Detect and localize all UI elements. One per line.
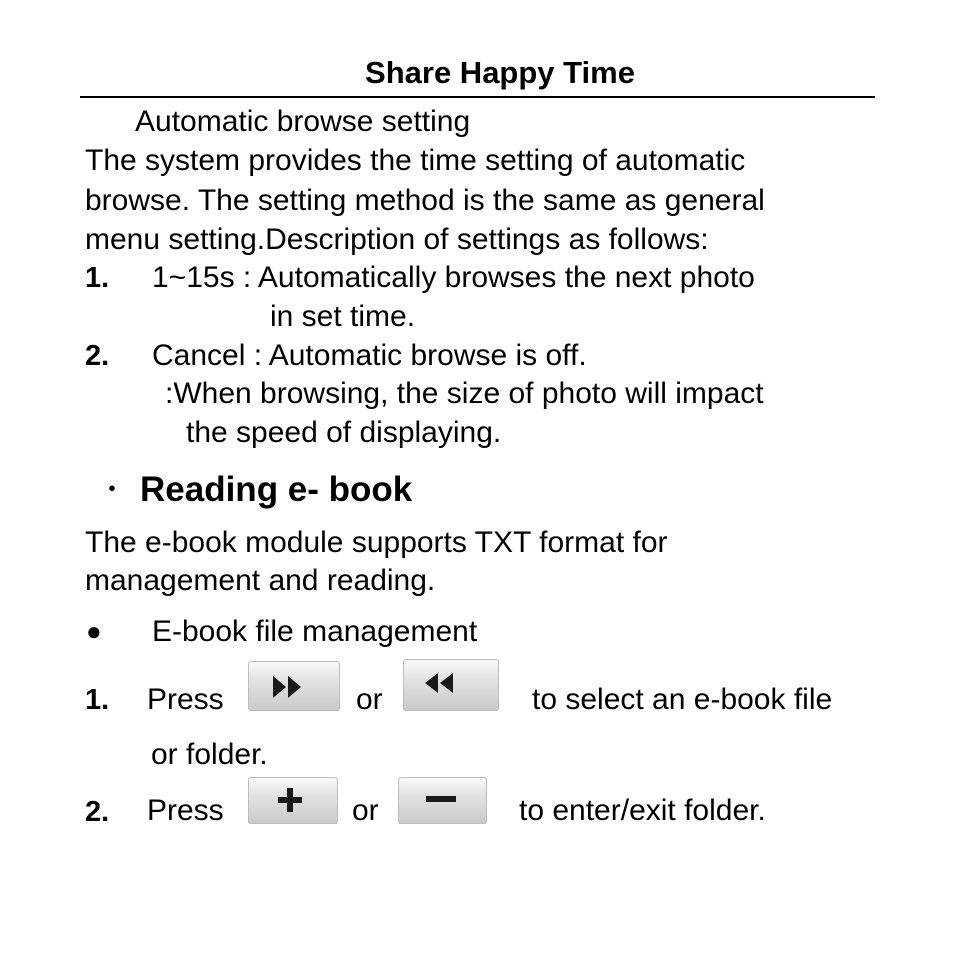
- fast-forward-button: [248, 661, 340, 711]
- minus-button: [398, 777, 487, 824]
- step-1-tail-cont: or folder.: [151, 738, 268, 771]
- auto-browse-item-1-cont: in set time.: [270, 300, 416, 333]
- auto-browse-intro-line-1: The system provides the time setting of automatic: [85, 144, 746, 177]
- auto-browse-item-1: 1~15s : Automatically browses the next photo: [152, 261, 755, 294]
- sub-bullet: ●: [86, 616, 102, 646]
- list-number: 1.: [85, 684, 110, 716]
- subsection-ebook-file-management: E-book file management: [152, 615, 478, 648]
- step-2-tail: to enter/exit folder.: [519, 794, 766, 827]
- list-number: 2.: [85, 340, 110, 372]
- auto-browse-intro-line-3: menu setting.Description of settings as follows:: [85, 223, 709, 256]
- step-1-tail: to select an e-book file: [532, 683, 833, 716]
- auto-browse-note-line-2: the speed of displaying.: [186, 416, 502, 449]
- list-number: 1.: [85, 262, 110, 294]
- step-or-text: or: [356, 683, 383, 716]
- rewind-button: [403, 659, 499, 711]
- ebook-intro-line-1: The e-book module supports TXT format for: [85, 526, 668, 559]
- minus-icon: [398, 777, 487, 824]
- section-heading-auto-browse: Automatic browse setting: [135, 105, 471, 138]
- step-press-text: Press: [147, 794, 224, 827]
- auto-browse-intro-line-2: browse. The setting method is the same as general: [85, 184, 765, 217]
- page-header-title: Share Happy Time: [365, 55, 635, 90]
- header-divider: [80, 96, 875, 98]
- list-number: 2.: [85, 796, 110, 828]
- fast-forward-icon: [248, 661, 340, 711]
- auto-browse-note-line-1: :When browsing, the size of photo will impact: [165, 377, 764, 410]
- step-or-text: or: [352, 794, 379, 827]
- section-title-reading-ebook: Reading e- book: [140, 470, 413, 509]
- step-press-text: Press: [147, 683, 224, 716]
- ebook-intro-line-2: management and reading.: [85, 564, 436, 597]
- rewind-icon: [403, 659, 499, 711]
- section-bullet: ・: [97, 474, 127, 507]
- auto-browse-item-2: Cancel : Automatic browse is off.: [152, 339, 587, 372]
- plus-button: [248, 777, 338, 824]
- plus-icon: [248, 777, 338, 824]
